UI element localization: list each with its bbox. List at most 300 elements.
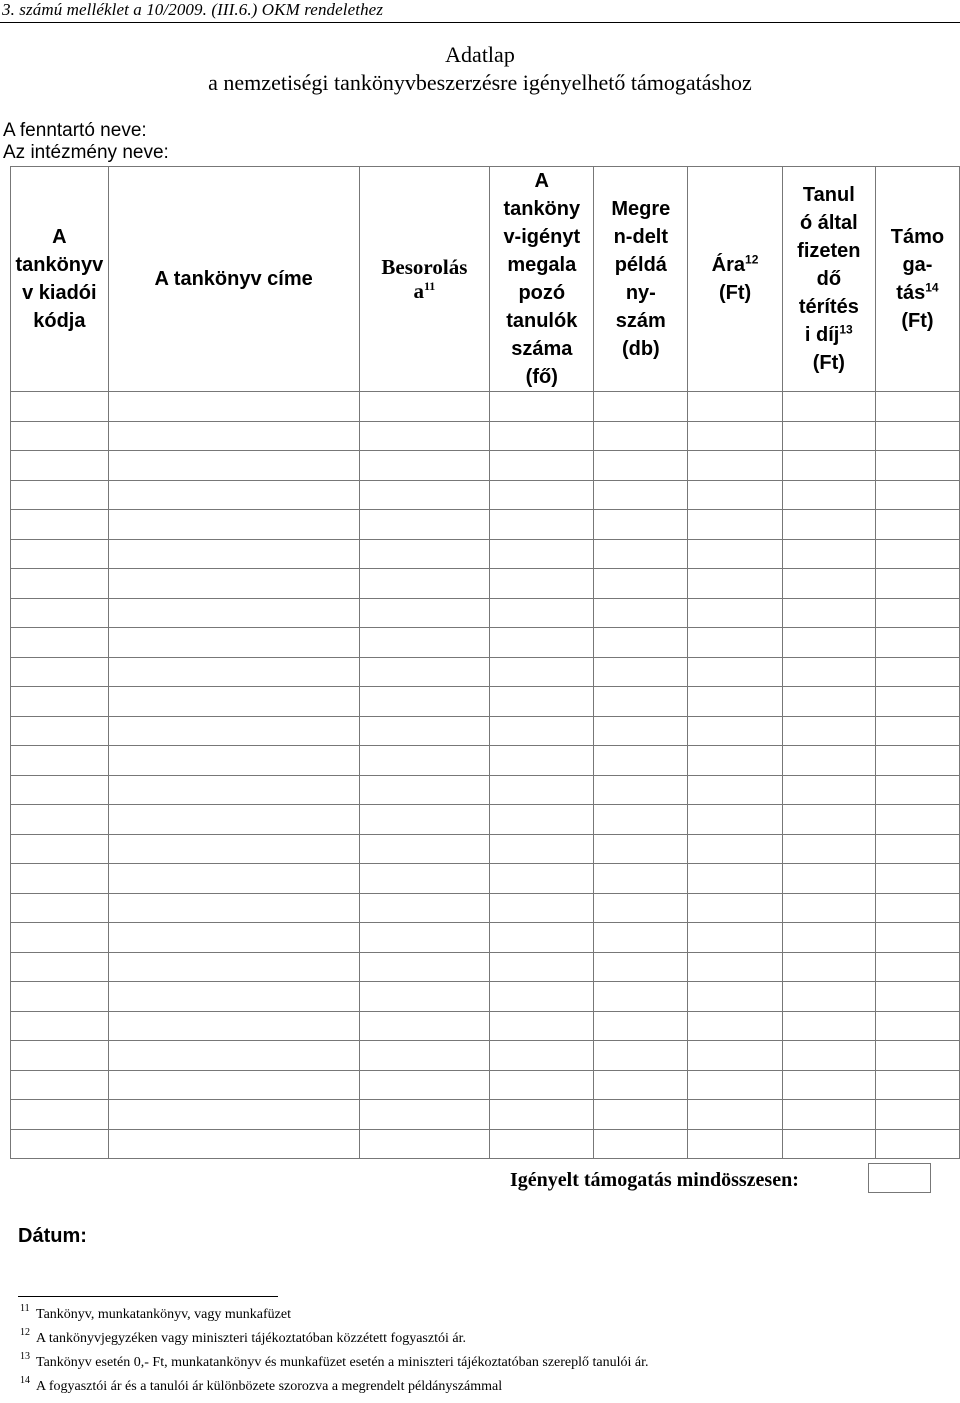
table-cell[interactable] bbox=[688, 1070, 783, 1100]
table-cell[interactable] bbox=[359, 1129, 490, 1159]
col-header-line: ó által bbox=[799, 212, 858, 234]
form-subtitle-text: a nemzetiségi tankönyvbeszerzésre igényelhető támogatáshoz bbox=[208, 70, 752, 95]
table-cell[interactable] bbox=[11, 982, 109, 1012]
table-cell[interactable] bbox=[594, 657, 688, 687]
table-cell[interactable] bbox=[11, 923, 109, 953]
footnote-number: 11 bbox=[20, 1303, 30, 1314]
table-cell[interactable] bbox=[594, 923, 688, 953]
table-cell[interactable] bbox=[11, 421, 109, 451]
footnote-rule bbox=[18, 1296, 278, 1297]
total-label: Igényelt támogatás mindösszesen: bbox=[510, 1169, 799, 1191]
table-cell[interactable] bbox=[782, 451, 875, 481]
table-cell[interactable] bbox=[108, 864, 359, 894]
table-cell[interactable] bbox=[688, 952, 783, 982]
table-cell[interactable] bbox=[782, 805, 875, 835]
table-row bbox=[11, 716, 960, 746]
footnote-13 bbox=[20, 1351, 649, 1372]
table-cell[interactable] bbox=[108, 598, 359, 628]
table-cell[interactable] bbox=[782, 598, 875, 628]
footnote-text: A tankönyvjegyzéken vagy miniszteri tájékoztatóban közzétett fogyasztói ár. bbox=[36, 1331, 466, 1346]
table-row bbox=[11, 628, 960, 658]
table-cell[interactable] bbox=[782, 864, 875, 894]
table-cell[interactable] bbox=[359, 1011, 490, 1041]
table-cell[interactable] bbox=[875, 598, 959, 628]
table-cell[interactable] bbox=[782, 392, 875, 422]
table-cell[interactable] bbox=[594, 1011, 688, 1041]
table-cell[interactable] bbox=[688, 421, 783, 451]
col-header-line: i díj$^{13}$ bbox=[804, 322, 853, 346]
footnote-ref: 13 bbox=[839, 322, 853, 337]
table-cell[interactable] bbox=[490, 1011, 594, 1041]
table-cell[interactable] bbox=[108, 569, 359, 599]
table-cell[interactable] bbox=[359, 451, 490, 481]
table-cell[interactable] bbox=[594, 510, 688, 540]
col-header-line: ga- bbox=[902, 254, 933, 276]
table-cell[interactable] bbox=[108, 1070, 359, 1100]
table-cell[interactable] bbox=[359, 923, 490, 953]
col-header-line: v-igényt bbox=[503, 226, 581, 248]
table-cell[interactable] bbox=[782, 746, 875, 776]
table-cell[interactable] bbox=[11, 598, 109, 628]
table-cell[interactable] bbox=[594, 687, 688, 717]
table-cell[interactable] bbox=[359, 805, 490, 835]
table-cell[interactable] bbox=[11, 775, 109, 805]
header-note: 3. számú melléklet a 10/2009. (III.6.) OKM rendelethez bbox=[2, 0, 384, 19]
col-header-besorolas bbox=[359, 167, 490, 392]
table-cell[interactable] bbox=[688, 687, 783, 717]
table-row bbox=[11, 451, 960, 481]
table-cell[interactable] bbox=[594, 805, 688, 835]
table-cell[interactable] bbox=[688, 451, 783, 481]
table-cell[interactable] bbox=[875, 923, 959, 953]
table-cell[interactable] bbox=[359, 834, 490, 864]
table-cell[interactable] bbox=[359, 480, 490, 510]
total-input-box[interactable] bbox=[868, 1163, 931, 1193]
table-cell[interactable] bbox=[359, 628, 490, 658]
col-header-line: megala bbox=[507, 254, 577, 276]
col-header-line: n-delt bbox=[613, 226, 669, 248]
table-cell[interactable] bbox=[11, 1011, 109, 1041]
table-cell[interactable] bbox=[11, 746, 109, 776]
table-cell[interactable] bbox=[875, 775, 959, 805]
table-cell[interactable] bbox=[875, 716, 959, 746]
table-cell[interactable] bbox=[359, 1041, 490, 1071]
col-header-line: tanköny bbox=[503, 198, 581, 220]
col-header-line: tankönyv bbox=[15, 254, 104, 276]
table-cell[interactable] bbox=[490, 539, 594, 569]
footnote-number: 13 bbox=[20, 1351, 30, 1362]
table-cell[interactable] bbox=[875, 1011, 959, 1041]
table-cell[interactable] bbox=[490, 421, 594, 451]
table-cell[interactable] bbox=[359, 421, 490, 451]
table-cell[interactable] bbox=[782, 1129, 875, 1159]
col-header-line: $a^{11}$ bbox=[413, 279, 436, 303]
table-cell[interactable] bbox=[688, 1129, 783, 1159]
footnote-number: 14 bbox=[20, 1375, 30, 1386]
table-cell[interactable] bbox=[875, 1070, 959, 1100]
table-cell[interactable] bbox=[875, 1041, 959, 1071]
col-header-line: (fő) bbox=[525, 366, 558, 388]
col-header-konyv-cim bbox=[108, 167, 359, 392]
table-cell[interactable] bbox=[782, 510, 875, 540]
table-cell[interactable] bbox=[688, 510, 783, 540]
col-header-line: (Ft) bbox=[812, 352, 845, 374]
table-cell[interactable] bbox=[11, 864, 109, 894]
col-header-line: Besorolás bbox=[381, 255, 468, 279]
form-subtitle bbox=[0, 70, 960, 96]
footnote-number: 12 bbox=[20, 1327, 30, 1338]
table-cell[interactable] bbox=[594, 1100, 688, 1130]
table-cell[interactable] bbox=[108, 1041, 359, 1071]
table-cell[interactable] bbox=[594, 569, 688, 599]
table-cell[interactable] bbox=[11, 451, 109, 481]
table-cell[interactable] bbox=[359, 775, 490, 805]
footnote-14 bbox=[20, 1375, 503, 1396]
table-cell[interactable] bbox=[490, 569, 594, 599]
table-cell[interactable] bbox=[359, 687, 490, 717]
table-cell[interactable] bbox=[359, 893, 490, 923]
table-cell[interactable] bbox=[688, 628, 783, 658]
table-cell[interactable] bbox=[108, 1100, 359, 1130]
table-cell[interactable] bbox=[782, 480, 875, 510]
table-cell[interactable] bbox=[490, 775, 594, 805]
col-header-line: kódja bbox=[33, 310, 86, 332]
table-cell[interactable] bbox=[594, 864, 688, 894]
footnote-11 bbox=[20, 1303, 291, 1324]
table-cell[interactable] bbox=[688, 1100, 783, 1130]
table-cell[interactable] bbox=[688, 1041, 783, 1071]
col-header-line: (db) bbox=[621, 338, 660, 360]
datum-label: Dátum: bbox=[18, 1225, 87, 1247]
table-cell[interactable] bbox=[108, 392, 359, 422]
table-cell[interactable] bbox=[490, 451, 594, 481]
table-cell[interactable] bbox=[11, 510, 109, 540]
table-cell[interactable] bbox=[594, 893, 688, 923]
table-cell[interactable] bbox=[490, 893, 594, 923]
table-cell[interactable] bbox=[359, 598, 490, 628]
table-cell[interactable] bbox=[359, 510, 490, 540]
col-header-line: Támo bbox=[890, 226, 945, 248]
table-cell[interactable] bbox=[594, 598, 688, 628]
table-cell[interactable] bbox=[490, 923, 594, 953]
table-cell[interactable] bbox=[688, 716, 783, 746]
table-cell[interactable] bbox=[359, 952, 490, 982]
col-header-line: térítés bbox=[798, 296, 859, 318]
table-cell[interactable] bbox=[875, 805, 959, 835]
table-cell[interactable] bbox=[594, 1070, 688, 1100]
table-cell[interactable] bbox=[782, 539, 875, 569]
table-cell[interactable] bbox=[782, 834, 875, 864]
table-cell[interactable] bbox=[11, 539, 109, 569]
table-cell[interactable] bbox=[11, 834, 109, 864]
footnote-text: Tankönyv esetén 0,- Ft, munkatankönyv és munkafüzet esetén a miniszteri tájékoztatóban szereplő tanulói ár. bbox=[36, 1355, 649, 1370]
table-row bbox=[11, 657, 960, 687]
table-row bbox=[11, 569, 960, 599]
table-row bbox=[11, 923, 960, 953]
table-row bbox=[11, 1041, 960, 1071]
table-cell[interactable] bbox=[875, 569, 959, 599]
table-cell[interactable] bbox=[108, 1129, 359, 1159]
table-cell[interactable] bbox=[108, 510, 359, 540]
table-cell[interactable] bbox=[108, 657, 359, 687]
table-cell[interactable] bbox=[594, 392, 688, 422]
col-header-line: dő bbox=[816, 268, 842, 290]
table-cell[interactable] bbox=[782, 1041, 875, 1071]
table-cell[interactable] bbox=[359, 539, 490, 569]
table-cell[interactable] bbox=[108, 628, 359, 658]
table-cell[interactable] bbox=[875, 746, 959, 776]
table-cell[interactable] bbox=[782, 775, 875, 805]
table-cell[interactable] bbox=[108, 421, 359, 451]
table-cell[interactable] bbox=[359, 864, 490, 894]
table-cell[interactable] bbox=[108, 746, 359, 776]
table-cell[interactable] bbox=[594, 1129, 688, 1159]
table-cell[interactable] bbox=[108, 539, 359, 569]
col-header-megrendelt-peldanyszam bbox=[594, 167, 688, 392]
col-header-line: pozó bbox=[518, 282, 566, 304]
table-cell[interactable] bbox=[359, 392, 490, 422]
table-cell[interactable] bbox=[490, 392, 594, 422]
table-cell[interactable] bbox=[875, 952, 959, 982]
table-cell[interactable] bbox=[875, 1129, 959, 1159]
table-cell[interactable] bbox=[782, 421, 875, 451]
table-cell[interactable] bbox=[11, 628, 109, 658]
table-cell[interactable] bbox=[108, 775, 359, 805]
table-row bbox=[11, 1100, 960, 1130]
table-row bbox=[11, 864, 960, 894]
table-cell[interactable] bbox=[490, 805, 594, 835]
col-header-line: példá bbox=[614, 254, 667, 276]
table-cell[interactable] bbox=[11, 1070, 109, 1100]
col-header-line: Megre bbox=[611, 198, 671, 220]
table-cell[interactable] bbox=[108, 834, 359, 864]
table-cell[interactable] bbox=[594, 746, 688, 776]
col-header-line: Ára$^{12}$ bbox=[711, 252, 759, 276]
book-table bbox=[10, 166, 960, 1159]
table-cell[interactable] bbox=[594, 421, 688, 451]
table-row bbox=[11, 539, 960, 569]
table-cell[interactable] bbox=[688, 657, 783, 687]
col-header-line: (Ft) bbox=[718, 282, 752, 304]
col-header-line: tanulók bbox=[506, 310, 578, 332]
table-cell[interactable] bbox=[11, 952, 109, 982]
table-cell[interactable] bbox=[875, 657, 959, 687]
table-row bbox=[11, 421, 960, 451]
table-cell[interactable] bbox=[359, 716, 490, 746]
table-cell[interactable] bbox=[11, 716, 109, 746]
footnote-text: Tankönyv, munkatankönyv, vagy munkafüzet bbox=[36, 1307, 291, 1322]
table-cell[interactable] bbox=[108, 805, 359, 835]
footnote-ref: 12 bbox=[745, 252, 759, 267]
table-row bbox=[11, 392, 960, 422]
table-cell[interactable] bbox=[11, 569, 109, 599]
table-cell[interactable] bbox=[359, 657, 490, 687]
table-cell[interactable] bbox=[782, 1070, 875, 1100]
table-cell[interactable] bbox=[490, 864, 594, 894]
table-cell[interactable] bbox=[688, 893, 783, 923]
table-cell[interactable] bbox=[490, 510, 594, 540]
table-cell[interactable] bbox=[108, 687, 359, 717]
table-cell[interactable] bbox=[782, 923, 875, 953]
table-cell[interactable] bbox=[782, 716, 875, 746]
table-cell[interactable] bbox=[875, 451, 959, 481]
table-cell[interactable] bbox=[688, 834, 783, 864]
col-header-line: tás$^{14}$ bbox=[896, 280, 939, 304]
table-cell[interactable] bbox=[11, 1100, 109, 1130]
table-cell[interactable] bbox=[490, 746, 594, 776]
table-cell[interactable] bbox=[594, 480, 688, 510]
table-cell[interactable] bbox=[108, 923, 359, 953]
table-body bbox=[11, 392, 960, 1159]
col-header-line: szám bbox=[615, 310, 666, 332]
table-row bbox=[11, 775, 960, 805]
table-cell[interactable] bbox=[875, 687, 959, 717]
table-cell[interactable] bbox=[108, 952, 359, 982]
table-cell[interactable] bbox=[875, 1100, 959, 1130]
table-cell[interactable] bbox=[594, 982, 688, 1012]
table-cell[interactable] bbox=[490, 687, 594, 717]
table-cell[interactable] bbox=[11, 480, 109, 510]
table-row bbox=[11, 687, 960, 717]
col-header-line: fizeten bbox=[797, 240, 861, 262]
table-cell[interactable] bbox=[594, 628, 688, 658]
table-cell[interactable] bbox=[359, 1100, 490, 1130]
col-header-line: Tanul bbox=[802, 184, 855, 206]
table-cell[interactable] bbox=[875, 628, 959, 658]
table-cell[interactable] bbox=[875, 510, 959, 540]
table-cell[interactable] bbox=[490, 1070, 594, 1100]
table-row bbox=[11, 510, 960, 540]
table-cell[interactable] bbox=[108, 1011, 359, 1041]
table-cell[interactable] bbox=[782, 687, 875, 717]
table-cell[interactable] bbox=[688, 598, 783, 628]
table-header-row bbox=[11, 167, 960, 392]
table-cell[interactable] bbox=[11, 1041, 109, 1071]
table-row bbox=[11, 1129, 960, 1159]
col-header-line: (Ft) bbox=[901, 310, 934, 332]
table-cell[interactable] bbox=[782, 952, 875, 982]
table-cell[interactable] bbox=[11, 687, 109, 717]
table-cell[interactable] bbox=[11, 893, 109, 923]
table-cell[interactable] bbox=[108, 451, 359, 481]
table-cell[interactable] bbox=[688, 746, 783, 776]
table-row bbox=[11, 834, 960, 864]
col-header-line: v kiadói bbox=[22, 282, 97, 304]
table-cell[interactable] bbox=[782, 628, 875, 658]
table-cell[interactable] bbox=[359, 746, 490, 776]
table-cell[interactable] bbox=[688, 982, 783, 1012]
table-cell[interactable] bbox=[359, 982, 490, 1012]
col-header-line: ny- bbox=[625, 282, 656, 304]
table-cell[interactable] bbox=[688, 569, 783, 599]
table-cell[interactable] bbox=[782, 569, 875, 599]
col-header-line: száma bbox=[511, 338, 573, 360]
table-cell[interactable] bbox=[108, 893, 359, 923]
table-cell[interactable] bbox=[11, 1129, 109, 1159]
table-cell[interactable] bbox=[594, 834, 688, 864]
table-cell[interactable] bbox=[490, 1041, 594, 1071]
table-cell[interactable] bbox=[594, 451, 688, 481]
col-header-tamogatas bbox=[875, 167, 959, 392]
table-cell[interactable] bbox=[490, 716, 594, 746]
table-row bbox=[11, 1011, 960, 1041]
table-cell[interactable] bbox=[688, 392, 783, 422]
col-header-kiadoi-kod bbox=[11, 167, 109, 392]
col-header-line: A tankönyv címe bbox=[154, 268, 313, 290]
header-rule bbox=[0, 22, 960, 23]
intezmeny-label: Az intézmény neve: bbox=[3, 142, 169, 163]
table-cell[interactable] bbox=[875, 893, 959, 923]
table-cell[interactable] bbox=[490, 952, 594, 982]
table-cell[interactable] bbox=[875, 982, 959, 1012]
footnote-text: A fogyasztói ár és a tanulói ár különbözete szorozva a megrendelt példányszámmal bbox=[36, 1379, 503, 1394]
table-cell[interactable] bbox=[490, 1129, 594, 1159]
table-cell[interactable] bbox=[875, 864, 959, 894]
footnote-ref: 11 bbox=[423, 279, 436, 293]
table-cell[interactable] bbox=[490, 982, 594, 1012]
table-cell[interactable] bbox=[782, 893, 875, 923]
table-cell[interactable] bbox=[11, 805, 109, 835]
table-cell[interactable] bbox=[782, 657, 875, 687]
table-cell[interactable] bbox=[11, 657, 109, 687]
table-row bbox=[11, 805, 960, 835]
table-cell[interactable] bbox=[11, 392, 109, 422]
table-row bbox=[11, 1070, 960, 1100]
table-cell[interactable] bbox=[359, 569, 490, 599]
table-cell[interactable] bbox=[688, 480, 783, 510]
footnote-ref: 14 bbox=[925, 280, 939, 295]
table-row bbox=[11, 952, 960, 982]
table-cell[interactable] bbox=[782, 982, 875, 1012]
table-cell[interactable] bbox=[688, 805, 783, 835]
col-header-line: A bbox=[52, 226, 67, 248]
table-cell[interactable] bbox=[875, 421, 959, 451]
table-cell[interactable] bbox=[875, 480, 959, 510]
table-cell[interactable] bbox=[782, 1011, 875, 1041]
table-cell[interactable] bbox=[108, 480, 359, 510]
table-cell[interactable] bbox=[108, 716, 359, 746]
table-cell[interactable] bbox=[688, 539, 783, 569]
table-cell[interactable] bbox=[490, 628, 594, 658]
table-cell[interactable] bbox=[359, 1070, 490, 1100]
table-cell[interactable] bbox=[782, 1100, 875, 1130]
table-cell[interactable] bbox=[490, 598, 594, 628]
form-title bbox=[0, 42, 960, 68]
table-cell[interactable] bbox=[108, 982, 359, 1012]
table-cell[interactable] bbox=[688, 864, 783, 894]
form-title-text: Adatlap bbox=[445, 42, 515, 67]
table-cell[interactable] bbox=[688, 775, 783, 805]
table-cell[interactable] bbox=[875, 392, 959, 422]
table-cell[interactable] bbox=[875, 834, 959, 864]
table-row bbox=[11, 746, 960, 776]
table-cell[interactable] bbox=[594, 539, 688, 569]
footnote-12 bbox=[20, 1327, 466, 1348]
table-cell[interactable] bbox=[688, 1011, 783, 1041]
table-cell[interactable] bbox=[490, 657, 594, 687]
table-cell[interactable] bbox=[594, 775, 688, 805]
table-cell[interactable] bbox=[594, 952, 688, 982]
table-cell[interactable] bbox=[490, 1100, 594, 1130]
col-header-ara bbox=[688, 167, 783, 392]
table-row bbox=[11, 480, 960, 510]
table-cell[interactable] bbox=[594, 716, 688, 746]
table-cell[interactable] bbox=[875, 539, 959, 569]
table-cell[interactable] bbox=[490, 834, 594, 864]
table-cell[interactable] bbox=[594, 1041, 688, 1071]
table-cell[interactable] bbox=[688, 923, 783, 953]
table-cell[interactable] bbox=[490, 480, 594, 510]
